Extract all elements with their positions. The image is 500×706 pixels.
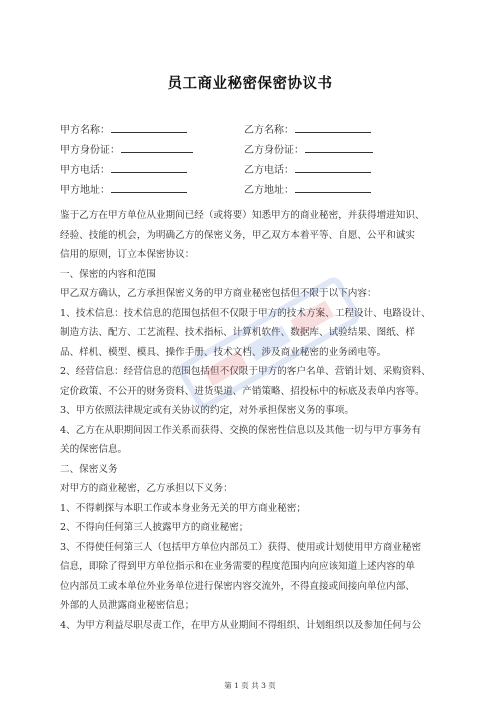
party-a-phone-label: 甲方电话： (60, 165, 110, 176)
body-line: 3、不得使任何第三人（包括甲方单位内部员工）获得、使用或计划使用甲方商业秘密 (60, 541, 422, 553)
party-b-id-label: 乙方身份证： (244, 145, 304, 156)
party-b-phone-blank (295, 162, 371, 173)
party-b-id-blank (305, 142, 373, 153)
party-a-name-label: 甲方名称： (60, 125, 110, 136)
party-b-name-label: 乙方名称： (244, 125, 294, 136)
party-a-name-blank (111, 122, 187, 133)
party-a-name-field (60, 122, 187, 137)
body-line: 制造方法、配方、工艺流程、技术指标、计算机软件、数据库、试验结果、图纸、样 (60, 327, 415, 338)
body-line: 4、为甲方利益尽职尽责工作，在甲方从业期间不得组织、计划组织以及参加任何与公 (60, 619, 422, 631)
body-line: 2、经营信息：经营信息的范围包括但不仅限于甲方的客户名单、营销计划、采购资料、 (60, 366, 431, 377)
section-heading: 一、保密的内容和范围 (60, 268, 156, 280)
body-line: 甲乙双方确认，乙方承担保密义务的甲方商业秘密包括但不限于以下内容： (60, 288, 377, 299)
party-a-address-label: 甲方地址： (60, 185, 110, 196)
party-a-phone-field (60, 162, 187, 177)
party-b-address-field (244, 182, 371, 197)
body-line: 位内部员工或本单位外业务单位进行保密内容交流外，不得直接或间接向单位内部、 (60, 580, 415, 592)
party-b-name-blank (295, 122, 371, 133)
body-line: 定价政策、不公开的财务资料、进货渠道、产销策略、招投标中的标底及表单内容等。 (60, 385, 425, 397)
body-line: 信用的原则，订立本保密协议： (60, 249, 195, 260)
party-a-address-field (60, 182, 187, 197)
body-line: 品、样机、模型、模具、操作手册、技术文档、涉及商业秘密的业务函电等。 (60, 346, 387, 358)
party-b-id-field (244, 142, 373, 157)
body-line: 3、甲方依照法律规定或有关协议的约定，对外承担保密义务的事项。 (60, 405, 354, 416)
party-a-id-field (60, 142, 193, 157)
party-b-address-label: 乙方地址： (244, 185, 294, 196)
body-line: 对甲方的商业秘密，乙方承担以下义务： (60, 483, 233, 494)
party-a-address-blank (111, 182, 187, 193)
document-title: 员工商业秘密保密协议书 (167, 75, 333, 92)
party-a-id-blank (121, 142, 193, 153)
party-b-address-blank (295, 182, 371, 193)
body-line: 经验、技能的机会，为明确乙方的保密义务，甲乙双方本着平等、自愿、公平和诚实 (60, 229, 415, 241)
section-heading: 二、保密义务 (60, 463, 118, 475)
page-number-footer: 第 1 页 共 3 页 (224, 681, 276, 690)
agreement-body (60, 206, 450, 635)
party-a-phone-blank (111, 162, 187, 173)
party-b-phone-label: 乙方电话： (244, 165, 294, 176)
party-b-phone-field (244, 162, 371, 177)
body-line: 外部的人员泄露商业秘密信息； (60, 600, 195, 611)
body-line: 鉴于乙方在甲方单位从业期间已经（或将要）知悉甲方的商业秘密，并获得增进知识、 (60, 210, 425, 221)
body-line: 关的保密信息。 (60, 444, 128, 455)
body-line: 4、乙方在从职期间因工作关系而获得、交换的保密性信息以及其他一切与甲方事务有 (60, 424, 422, 436)
body-line: 1、技术信息：技术信息的范围包括但不仅限于甲方的技术方案、工程设计、电路设计、 (60, 307, 431, 319)
body-line: 1、不得刺探与本职工作或本身业务无关的甲方商业秘密； (60, 502, 306, 514)
body-line: 信息，即除了得到甲方单位指示和在业务需要的程度范围内向应该知道上述内容的单 (60, 561, 415, 572)
party-b-name-field (244, 122, 371, 137)
body-line: 2、不得向任何第三人披露甲方的商业秘密； (60, 522, 249, 533)
party-a-id-label: 甲方身份证： (60, 145, 120, 156)
